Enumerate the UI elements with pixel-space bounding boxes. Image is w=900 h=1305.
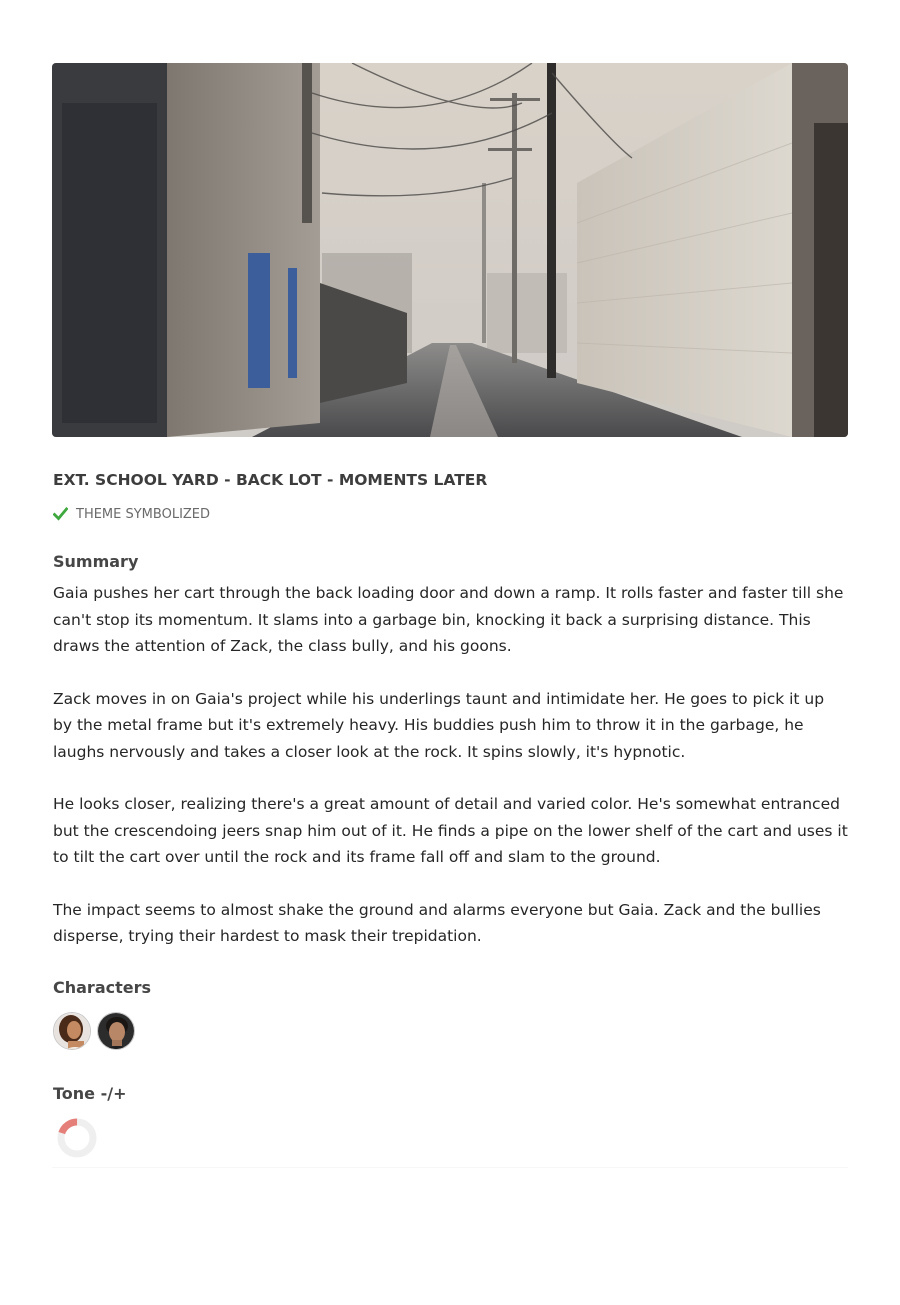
tone-gauge — [56, 1117, 98, 1159]
summary-paragraph: Zack moves in on Gaia's project while his underlings taunt and intimidate her. He goes to pick it up by the metal frame but it's extremely heavy. His buddies push him to throw it in the garbage, he laughs nervously and takes a closer look at the rock. It spins slowly, it's hypnotic. — [53, 689, 825, 761]
tone-label: Tone -/+ — [53, 1083, 127, 1103]
scene-card — [52, 63, 848, 1163]
checkmark-icon — [53, 507, 68, 521]
summary-paragraph: He looks closer, realizing there's a great amount of detail and varied color. He's somewhat entranced but the crescendoing jeers snap him out of it. He finds a pipe on the lower shelf of the cart and uses it to tilt the cart over until the rock and its frame fall off and slam to the ground. — [53, 795, 848, 866]
characters-label: Characters — [53, 977, 152, 997]
summary-label: Summary — [53, 552, 139, 571]
character-avatars — [53, 1012, 848, 1050]
scene-heading: EXT. SCHOOL YARD - BACK LOT - MOMENTS LATER — [53, 471, 488, 489]
avatar-male[interactable] — [97, 1012, 135, 1050]
summary-paragraph: Gaia pushes her cart through the back loading door and down a ramp. It rolls faster and faster till she can't stop its momentum. It slams into a garbage bin, knocking it back a surprising distance. This draws the attention of Zack, the class bully, and his goons. — [53, 584, 844, 655]
avatar-female[interactable] — [53, 1012, 91, 1050]
scene-image — [52, 63, 848, 437]
theme-label: THEME SYMBOLIZED — [76, 506, 211, 522]
alley-photo — [52, 63, 848, 437]
divider — [52, 1167, 848, 1168]
theme-status — [53, 506, 848, 522]
summary-paragraph: The impact seems to almost shake the ground and alarms everyone but Gaia. Zack and the bullies disperse, trying their hardest to mask their trepidation. — [53, 900, 821, 945]
